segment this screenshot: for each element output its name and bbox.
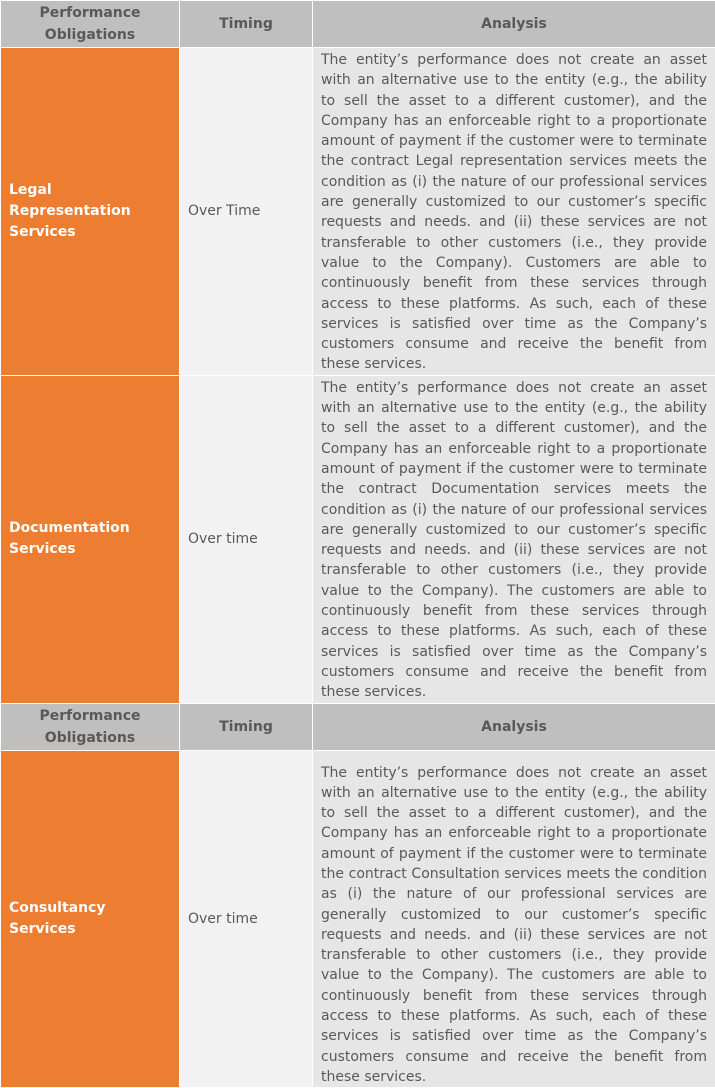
header-analysis: Analysis: [313, 703, 715, 750]
table-header-row: [1, 703, 715, 750]
obligation-name: Legal Representation Services: [1, 48, 180, 376]
table-row: [1, 375, 715, 703]
obligation-timing: Over time: [180, 750, 313, 1088]
obligation-timing: Over Time: [180, 48, 313, 376]
obligation-analysis: The entity’s performance does not create an asset with an alternative use to the entity (e.g., the ability to sell the asset to a different customer), and the Company has an enforceable right to a proportionate amount of payment if the customer were to terminate the contract Legal representation services meets the condition as (i) the nature of our professional services are generally customized to our customer’s specific requests and needs. and (ii) these services are not transferable to other customers (i.e., they provide value to the Company). Customers are able to continuously benefit from these services through access to these platforms. As such, each of these services is satisfied over time as the Company’s customers consume and receive the benefit from these services.: [313, 48, 715, 376]
table-header-row: [1, 1, 715, 48]
header-timing: Timing: [180, 703, 313, 750]
obligation-timing: Over time: [180, 375, 313, 703]
header-performance-obligations: Performance Obligations: [1, 703, 180, 750]
header-performance-obligations: Performance Obligations: [1, 1, 180, 48]
obligation-name: Documentation Services: [1, 375, 180, 703]
table-row: [1, 48, 715, 376]
obligation-analysis: The entity’s performance does not create an asset with an alternative use to the entity (e.g., the ability to sell the asset to a different customer), and the Company has an enforceable right to a proportionate amount of payment if the customer were to terminate the contract Documentation services meets the condition as (i) the nature of our professional services are generally customized to our customer’s specific requests and needs. and (ii) these services are not transferable to other customers (i.e., they provide value to the Company). The customers are able to continuously benefit from these services through access to these platforms. As such, each of these services is satisfied over time as the Company’s customers consume and receive the benefit from these services.: [313, 375, 715, 703]
header-analysis: Analysis: [313, 1, 715, 48]
header-timing: Timing: [180, 1, 313, 48]
obligation-name: Consultancy Services: [1, 750, 180, 1088]
table-row: [1, 750, 715, 1088]
obligation-analysis: The entity’s performance does not create an asset with an alternative use to the entity (e.g., the ability to sell the asset to a different customer), and the Company has an enforceable right to a proportionate amount of payment if the customer were to terminate the contract Consultation services meets the condition as (i) the nature of our professional services are generally customized to our customer’s specific requests and needs. and (ii) these services are not transferable to other customers (i.e., they provide value to the Company). The customers are able to continuously benefit from these services through access to these platforms. As such, each of these services is satisfied over time as the Company’s customers consume and receive the benefit from these services.: [313, 750, 715, 1088]
